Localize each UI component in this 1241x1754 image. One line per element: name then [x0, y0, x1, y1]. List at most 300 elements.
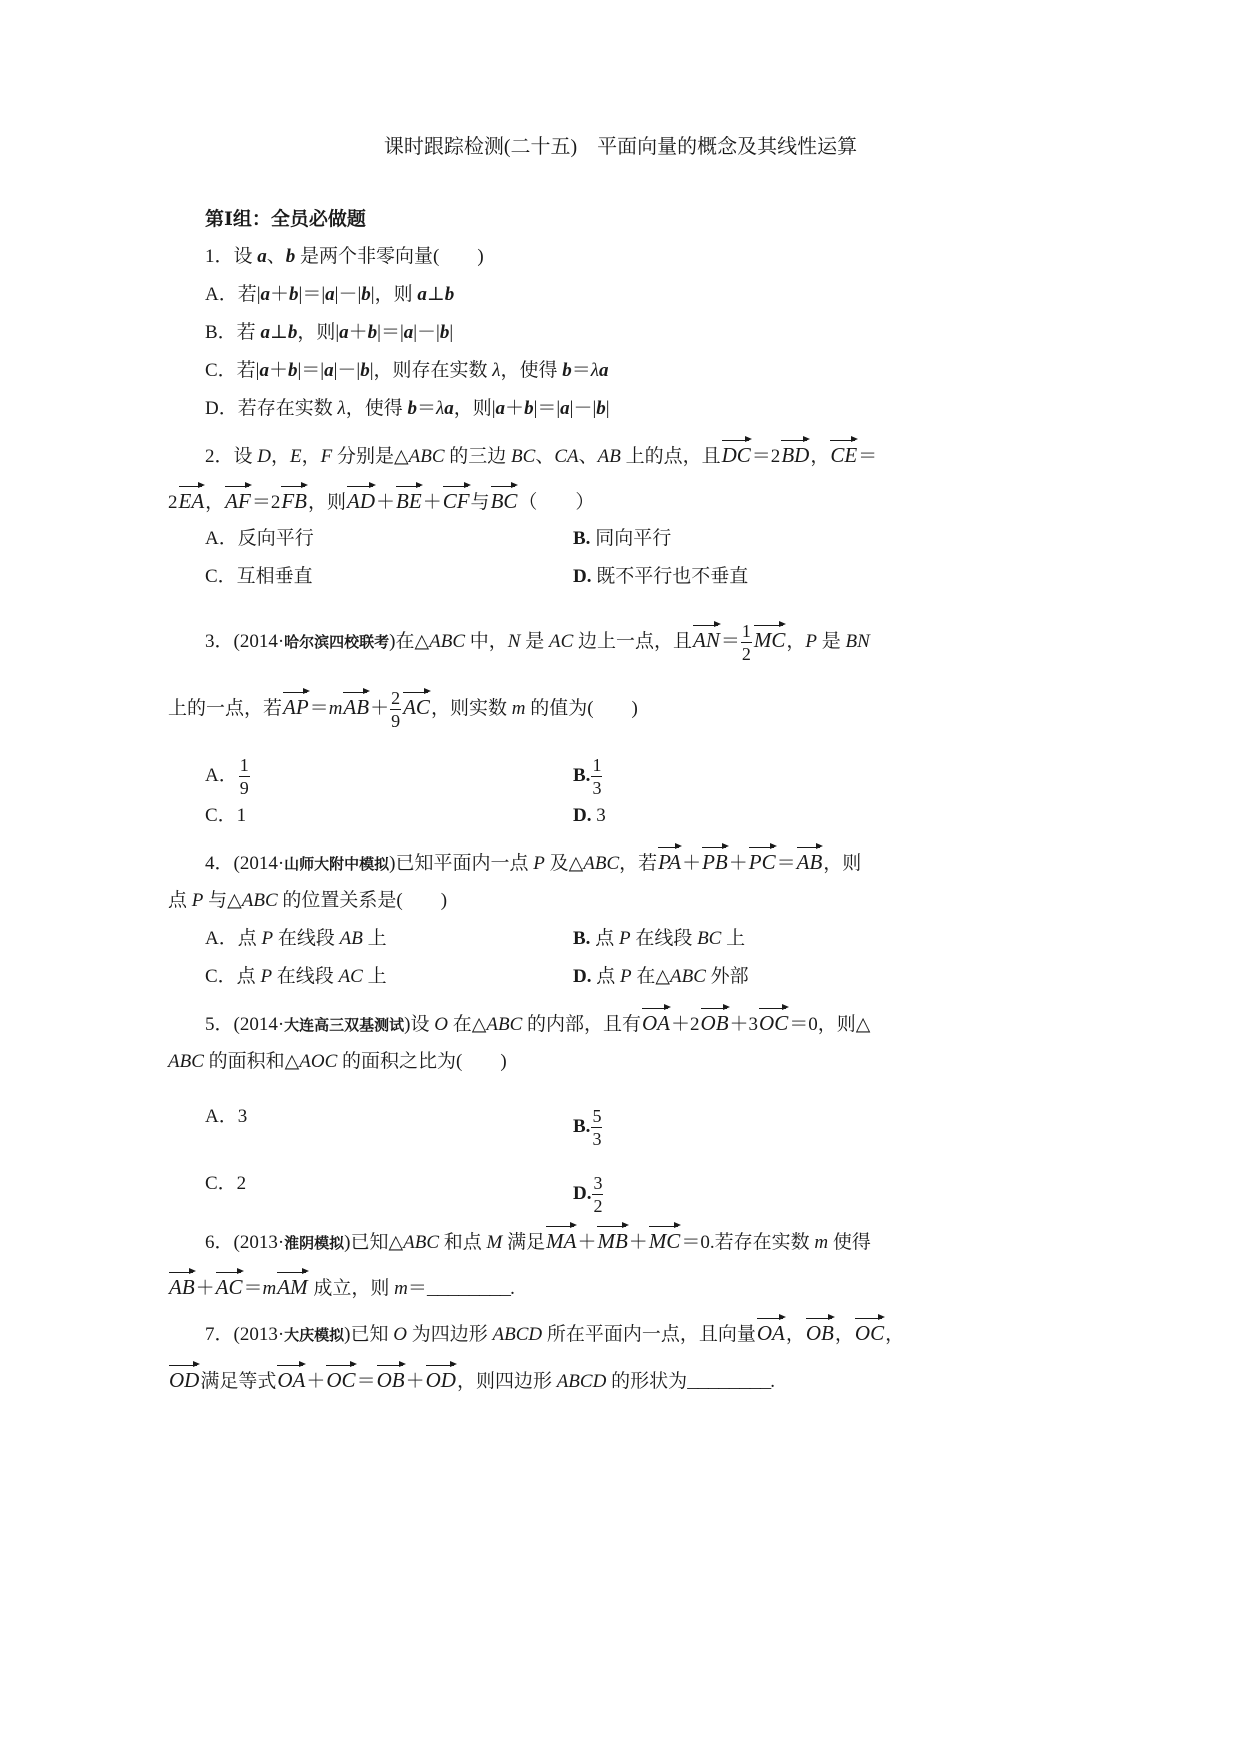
fraction-numerator: 3 — [593, 1173, 603, 1193]
math-variable: AC — [338, 966, 363, 987]
vector-arrow: MA — [546, 1229, 577, 1253]
vector-symbol: b — [439, 322, 450, 343]
text-segment: A．点 — [205, 928, 262, 949]
math-variable: m — [394, 1278, 408, 1299]
math-variable: ABC — [241, 890, 278, 911]
math-variable: O — [434, 1014, 448, 1035]
text-segment: )已知 — [344, 1324, 394, 1345]
vector-arrow: FB — [281, 489, 307, 513]
text-segment: 边上一点，且 — [573, 630, 693, 652]
vector-arrow: BD — [781, 443, 810, 467]
vector-arrow: AN — [693, 627, 720, 652]
vector-symbol: a — [324, 360, 334, 381]
math-variable: P — [260, 966, 273, 987]
fraction-denominator: 9 — [239, 778, 249, 798]
question-1-option-d — [205, 397, 610, 421]
math-variable: ABCD — [492, 1324, 543, 1345]
math-variable: λ — [436, 398, 445, 419]
fraction-numerator: 1 — [592, 755, 602, 775]
text-segment: ＝ — [858, 446, 878, 467]
math-variable: m — [328, 697, 343, 719]
vector-arrow: DC — [721, 443, 751, 467]
text-segment: ＋2 — [671, 1014, 700, 1035]
math-variable: D — [257, 446, 271, 467]
vector-symbol: b — [524, 398, 534, 419]
text-segment: 的内部，且有 — [522, 1014, 642, 1035]
text-segment: 在线段 — [272, 966, 339, 987]
text-segment: 2 — [168, 492, 178, 513]
text-segment: )设 — [404, 1014, 435, 1035]
vector-arrow: PB — [702, 850, 728, 874]
text-segment: C．互相垂直 — [205, 566, 313, 587]
math-variable: P — [805, 630, 818, 652]
text-segment: 上 — [362, 966, 387, 987]
vector-symbol: a — [417, 284, 427, 305]
math-variable: ABC — [669, 966, 706, 987]
vector-symbol: a — [599, 360, 609, 381]
text-segment: 1．设 — [205, 246, 258, 267]
text-segment: 7．(2013· — [205, 1324, 285, 1345]
text-segment: ，则| — [297, 322, 340, 343]
option-label: D. — [573, 805, 592, 826]
vector-symbol: b — [444, 284, 455, 305]
vector-symbol: a — [257, 246, 267, 267]
text-segment: 的位置关系是( ) — [277, 890, 448, 911]
text-segment: 的面积之比为( ) — [337, 1051, 507, 1072]
text-segment: 在线段 — [630, 928, 698, 949]
text-segment: ＋ — [268, 360, 288, 381]
math-variable: N — [507, 630, 521, 652]
vector-arrow: AP — [283, 694, 309, 719]
text-segment: 的值为( ) — [525, 697, 638, 719]
vector-symbol: a — [259, 360, 269, 381]
vector-arrow: OB — [700, 1011, 729, 1035]
text-segment: ⊥ — [269, 322, 288, 343]
text-segment: ＋ — [195, 1278, 215, 1299]
answer-blank[interactable]: ________ — [426, 1278, 511, 1300]
vector-arrow: MC — [753, 627, 786, 652]
vector-symbol: b — [288, 360, 298, 381]
vector-arrow: OC — [326, 1368, 356, 1392]
vector-arrow: AB — [343, 694, 370, 719]
question-4-option-d — [573, 965, 749, 989]
text-segment: ， — [810, 446, 830, 467]
vector-symbol: a — [260, 322, 270, 343]
text-segment: 在△ — [447, 1014, 487, 1035]
text-segment: 、 — [535, 446, 555, 467]
text-segment: |－| — [333, 360, 361, 381]
text-segment: ，使得 — [500, 360, 563, 381]
text-segment: 的形状为 — [606, 1371, 688, 1392]
question-2-stem — [205, 443, 877, 469]
vector-arrow: AC — [403, 694, 430, 719]
math-variable: P — [618, 928, 631, 949]
text-segment: 的三边 — [444, 446, 512, 467]
vector-arrow: AB — [169, 1275, 195, 1299]
math-variable: AB — [597, 446, 621, 467]
text-segment: （ ） — [518, 492, 595, 513]
text-segment: ，使得 — [345, 398, 408, 419]
text-segment: ＋ — [505, 398, 525, 419]
text-segment: ＋ — [422, 492, 442, 513]
math-variable: ABC — [408, 446, 445, 467]
option-label: B. — [573, 528, 591, 549]
vector-symbol: a — [560, 398, 570, 419]
vector-arrow: AC — [215, 1275, 243, 1299]
fraction-numerator: 1 — [239, 755, 249, 775]
vector-symbol: a — [325, 284, 335, 305]
question-3-option-b — [573, 754, 603, 799]
section-heading: 第Ⅰ组：全员必做题 — [205, 209, 366, 230]
fraction-denominator: 3 — [592, 778, 602, 798]
text-segment: 使得 — [828, 1232, 871, 1253]
fraction — [390, 687, 401, 732]
text-segment: ＝ — [356, 1371, 376, 1392]
text-segment: 上 — [362, 928, 387, 949]
text-segment: 在△ — [631, 966, 670, 987]
text-segment: . — [510, 1278, 515, 1299]
text-segment: ，则 — [308, 492, 347, 513]
text-segment: B．若 — [205, 322, 261, 343]
text-segment: ＝ — [776, 853, 796, 874]
vector-symbol: b — [367, 322, 378, 343]
text-segment: |，则存在实数 — [369, 360, 493, 381]
text-segment: | — [605, 398, 610, 419]
text-segment: ＋ — [348, 322, 368, 343]
question-5-option-b — [573, 1105, 603, 1150]
math-variable: P — [261, 928, 274, 949]
question-2-stem-continued — [168, 489, 594, 515]
vector-arrow: OC — [759, 1011, 789, 1035]
question-7-stem-continued — [168, 1368, 775, 1394]
text-segment: ＝ — [243, 1278, 263, 1299]
text-segment: 既不平行也不垂直 — [591, 566, 749, 587]
fraction-numerator: 2 — [391, 688, 401, 708]
math-variable: m — [262, 1278, 277, 1299]
text-segment: ⊥ — [426, 284, 445, 305]
text-segment: ＝2 — [251, 492, 281, 513]
question-2-option-d — [573, 565, 748, 589]
text-segment: A．3 — [205, 1106, 248, 1127]
text-segment: C．1 — [205, 805, 247, 826]
text-segment: ，则| — [453, 398, 496, 419]
text-segment: ＋ — [405, 1371, 425, 1392]
text-segment: ＝0，则△ — [789, 1014, 871, 1035]
question-6-stem — [205, 1229, 871, 1256]
page-title: 课时跟踪检测(二十五) 平面向量的概念及其线性运算 — [383, 136, 858, 158]
text-segment: ，则 — [823, 853, 862, 874]
text-segment: 满足 — [502, 1232, 546, 1253]
question-2-option-c — [205, 565, 313, 589]
text-segment: 上 — [721, 928, 746, 949]
vector-arrow: OD — [425, 1368, 456, 1392]
text-segment: ， — [271, 446, 291, 467]
text-segment: ， — [205, 492, 225, 513]
math-variable: P — [620, 966, 632, 987]
question-3-option-d — [573, 804, 606, 828]
vector-arrow: CF — [442, 489, 470, 513]
math-variable: BN — [845, 630, 870, 652]
fraction-denominator: 9 — [391, 711, 401, 731]
question-5-stem — [205, 1011, 870, 1038]
vector-arrow: OD — [169, 1368, 200, 1392]
text-segment: ＝ — [416, 398, 436, 419]
text-segment: ＝2 — [751, 446, 781, 467]
text-segment: A．反向平行 — [205, 528, 314, 549]
option-label: B. — [573, 928, 591, 949]
question-3-option-a — [205, 754, 251, 799]
text-segment: 中， — [465, 630, 508, 652]
question-source: 大连高三双基测试 — [284, 1018, 405, 1034]
text-segment: 与△ — [203, 890, 242, 911]
text-segment: 与 — [470, 492, 490, 513]
math-variable: λ — [492, 360, 501, 381]
text-segment: ， — [885, 1324, 905, 1345]
text-segment: |＝| — [297, 360, 325, 381]
vector-arrow: OA — [277, 1368, 306, 1392]
text-segment: | — [449, 322, 454, 343]
text-segment: ＋ — [682, 853, 702, 874]
text-segment: |＝| — [533, 398, 561, 419]
text-segment: ＝ — [571, 360, 591, 381]
fraction — [592, 1172, 603, 1217]
question-4-option-a — [205, 927, 387, 951]
math-variable: ABCD — [556, 1371, 607, 1392]
text-segment: ， — [834, 1324, 854, 1345]
text-segment: 6．(2013· — [205, 1232, 285, 1253]
vector-symbol: a — [444, 398, 454, 419]
math-variable: P — [191, 890, 204, 911]
math-variable: ABC — [583, 853, 620, 874]
question-source: 哈尔滨四校联考 — [284, 634, 390, 651]
question-1-option-b — [205, 321, 453, 345]
text-segment: 分别是△ — [332, 446, 409, 467]
text-segment: 4．(2014· — [205, 853, 285, 874]
text-segment: ， — [785, 1324, 805, 1345]
vector-symbol: b — [596, 398, 606, 419]
text-segment: 是 — [520, 630, 549, 652]
text-segment: ＝0.若存在实数 — [681, 1232, 815, 1253]
vector-arrow: OB — [376, 1368, 405, 1392]
option-label: B. — [573, 1115, 591, 1137]
text-segment: C．2 — [205, 1173, 247, 1194]
math-variable: P — [533, 853, 545, 874]
text-segment: A．若| — [205, 284, 261, 305]
text-segment: ＋ — [628, 1232, 648, 1253]
question-3-stem-continued — [168, 687, 638, 732]
text-segment: . — [770, 1371, 776, 1392]
vector-arrow: MC — [648, 1229, 681, 1253]
vector-arrow: BC — [490, 489, 518, 513]
answer-blank[interactable]: ________ — [687, 1371, 771, 1393]
text-segment: |＝| — [377, 322, 404, 343]
fraction — [741, 620, 752, 665]
text-segment: ＋ — [306, 1371, 326, 1392]
vector-arrow: OA — [756, 1321, 785, 1345]
fraction — [591, 754, 602, 799]
text-segment: 在线段 — [273, 928, 340, 949]
text-segment: |－| — [569, 398, 597, 419]
text-segment: ＝ — [720, 630, 740, 652]
text-segment: 上的一点，若 — [168, 697, 283, 719]
math-variable: E — [290, 446, 302, 467]
vector-symbol: a — [260, 284, 271, 305]
question-4-option-c — [205, 965, 387, 989]
vector-symbol: b — [562, 360, 572, 381]
math-variable: ABC — [168, 1051, 204, 1072]
math-variable: CA — [554, 446, 579, 467]
vector-arrow: PC — [748, 850, 776, 874]
math-variable: m — [511, 697, 526, 719]
vector-arrow: AB — [796, 850, 823, 874]
text-segment: ，则实数 — [430, 697, 512, 719]
text-segment: ＝ — [407, 1278, 427, 1299]
question-5-option-c — [205, 1172, 246, 1196]
math-variable: BC — [511, 446, 536, 467]
vector-arrow: PA — [658, 850, 682, 874]
vector-symbol: b — [407, 398, 417, 419]
question-1-option-a — [205, 283, 454, 307]
vector-arrow: OA — [642, 1011, 671, 1035]
vector-symbol: a — [339, 322, 349, 343]
fraction-numerator: 1 — [741, 621, 751, 641]
fraction-numerator: 5 — [592, 1106, 602, 1126]
question-1-stem — [205, 245, 484, 269]
text-segment: ＋ — [270, 284, 290, 305]
option-label: D. — [573, 566, 592, 587]
question-3-option-c — [205, 804, 246, 828]
text-segment: 为四边形 — [406, 1324, 493, 1345]
text-segment: ＋ — [577, 1232, 597, 1253]
text-segment: |－| — [334, 284, 362, 305]
text-segment: ＋ — [376, 492, 396, 513]
math-variable: AOC — [299, 1051, 338, 1072]
math-variable: AB — [339, 928, 363, 949]
math-variable: O — [393, 1324, 407, 1345]
text-segment: ，则四边形 — [456, 1371, 557, 1392]
question-5-stem-continued — [168, 1050, 507, 1074]
question-7-stem — [205, 1321, 904, 1348]
vector-symbol: b — [285, 246, 296, 267]
math-variable: AC — [548, 630, 574, 652]
text-segment: 点 — [591, 966, 620, 987]
text-segment: 点 — [590, 928, 619, 949]
question-5-option-d — [573, 1172, 604, 1217]
text-segment: 2．设 — [205, 446, 258, 467]
text-segment: 3．(2014· — [205, 630, 285, 652]
text-segment: 同向平行 — [590, 528, 672, 549]
text-segment: 所在平面内一点，且向量 — [542, 1324, 756, 1345]
text-segment: |＝| — [298, 284, 326, 305]
vector-arrow: AM — [277, 1275, 308, 1299]
math-variable: ABC — [403, 1232, 440, 1253]
math-variable: m — [814, 1232, 829, 1253]
vector-arrow: EA — [178, 489, 205, 513]
text-segment: 外部 — [705, 966, 749, 987]
question-1-option-c — [205, 359, 609, 383]
text-segment: |－| — [413, 322, 440, 343]
math-variable: ABC — [486, 1014, 523, 1035]
text-segment: 及△ — [544, 853, 584, 874]
question-3-stem — [205, 620, 870, 665]
text-segment: 是两个非零向量( ) — [295, 246, 484, 267]
text-segment: 的面积和△ — [203, 1051, 300, 1072]
question-source: 山师大附中模拟 — [284, 857, 390, 873]
text-segment: A． — [205, 764, 238, 786]
question-4-option-b — [573, 927, 745, 951]
question-6-stem-continued — [168, 1275, 515, 1301]
vector-arrow: AD — [347, 489, 376, 513]
question-4-stem-continued — [168, 889, 447, 913]
vector-arrow: OC — [854, 1321, 885, 1345]
math-variable: M — [486, 1232, 503, 1253]
question-4-stem — [205, 850, 861, 877]
math-variable: λ — [590, 360, 600, 381]
question-5-option-a — [205, 1105, 247, 1129]
text-segment: ，若 — [619, 853, 658, 874]
fraction — [591, 1105, 602, 1150]
text-segment: D．若存在实数 — [205, 398, 338, 419]
fraction — [239, 754, 250, 799]
vector-arrow: BE — [396, 489, 422, 513]
text-segment: )已知△ — [344, 1232, 404, 1253]
vector-arrow: OB — [805, 1321, 834, 1345]
fraction-denominator: 3 — [592, 1129, 602, 1149]
option-label: D. — [573, 1182, 592, 1204]
math-variable: BC — [697, 928, 722, 949]
vector-arrow: CE — [830, 443, 858, 467]
text-segment: C．若| — [205, 360, 260, 381]
option-label: D. — [573, 966, 592, 987]
vector-symbol: b — [289, 284, 299, 305]
text-segment: 满足等式 — [200, 1371, 277, 1392]
text-segment: |，则 — [370, 284, 418, 305]
text-segment: ， — [301, 446, 321, 467]
fraction-denominator: 2 — [593, 1196, 603, 1216]
text-segment: ＋ — [728, 853, 748, 874]
math-variable: λ — [337, 398, 346, 419]
vector-symbol: b — [360, 360, 370, 381]
text-segment: 3 — [591, 805, 606, 826]
vector-symbol: b — [287, 322, 298, 343]
text-segment: 上的点，且 — [620, 446, 721, 467]
question-source: 淮阴模拟 — [284, 1236, 345, 1252]
question-2-option-a — [205, 527, 314, 551]
text-segment: 和点 — [439, 1232, 487, 1253]
text-segment: )已知平面内一点 — [389, 853, 534, 874]
text-segment: 、 — [578, 446, 598, 467]
text-segment: ＋3 — [729, 1014, 759, 1035]
fraction-denominator: 2 — [741, 644, 751, 664]
question-2-option-b — [573, 527, 671, 551]
vector-symbol: a — [495, 398, 506, 419]
text-segment: C．点 — [205, 966, 261, 987]
text-segment: ＝ — [309, 697, 329, 719]
vector-symbol: b — [361, 284, 371, 305]
text-segment: 点 — [168, 890, 192, 911]
text-segment: 是 — [817, 630, 846, 652]
option-label: B. — [573, 764, 591, 786]
vector-arrow: MB — [597, 1229, 628, 1253]
vector-arrow: AF — [225, 489, 251, 513]
math-variable: ABC — [429, 630, 466, 652]
text-segment: ＋ — [370, 697, 390, 719]
text-segment: )在△ — [389, 630, 430, 652]
question-source: 大庆模拟 — [284, 1328, 345, 1344]
text-segment: 5．(2014· — [205, 1014, 285, 1035]
vector-symbol: a — [403, 322, 414, 343]
text-segment: 成立，则 — [308, 1278, 395, 1299]
